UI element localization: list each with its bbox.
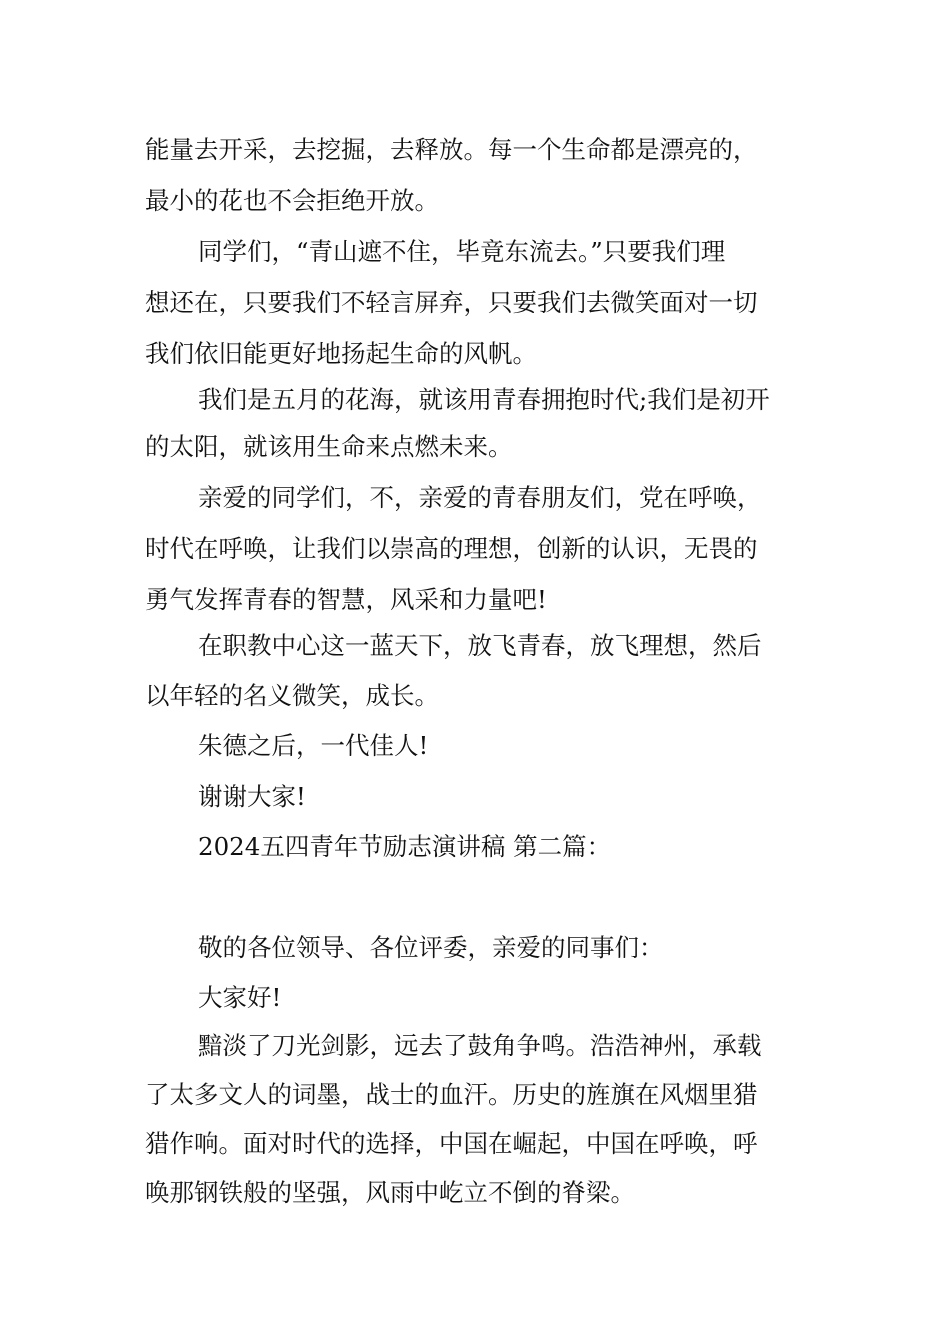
text-line: 想还在，只要我们不轻言屏弃，只要我们去微笑面对一切 bbox=[145, 288, 758, 317]
text-line: 我们依旧能更好地扬起生命的风帆。 bbox=[145, 339, 537, 368]
text-line: 最小的花也不会拒绝开放。 bbox=[145, 186, 439, 215]
text-line: 时代在呼唤，让我们以崇高的理想，创新的认识，无畏的 bbox=[145, 534, 758, 563]
paragraph-start-line: 我们是五月的花海，就该用青春拥抱时代;我们是初开 bbox=[198, 385, 770, 414]
text-line: 的太阳，就该用生命来点燃未来。 bbox=[145, 432, 513, 461]
paragraph-start-line: 在职教中心这一蓝天下，放飞青春，放飞理想，然后 bbox=[198, 631, 762, 660]
closing-line: 朱德之后，一代佳人! bbox=[198, 731, 429, 760]
greeting-line: 大家好! bbox=[198, 983, 282, 1012]
text-line: 能量去开采，去挖掘，去释放。每一个生命都是漂亮的， bbox=[145, 135, 758, 164]
paragraph-start-line: 同学们，“青山遮不住，毕竟东流去。”只要我们理 bbox=[198, 237, 726, 266]
salutation-line: 敬的各位领导、各位评委，亲爱的同事们： bbox=[198, 933, 664, 962]
text-line: 勇气发挥青春的智慧，风采和力量吧! bbox=[145, 585, 547, 614]
paragraph-start-line: 黯淡了刀光剑影，远去了鼓角争鸣。浩浩神州，承载 bbox=[198, 1031, 762, 1060]
thanks-line: 谢谢大家! bbox=[198, 782, 306, 811]
text-line: 以年轻的名义微笑，成长。 bbox=[145, 681, 439, 710]
paragraph-start-line: 亲爱的同学们，不，亲爱的青春朋友们，党在呼唤， bbox=[198, 483, 762, 512]
section-heading: 2024五四青年节励志演讲稿 第二篇： bbox=[198, 832, 612, 861]
text-line: 猎作响。面对时代的选择，中国在崛起，中国在呼唤，呼 bbox=[145, 1129, 758, 1158]
text-line: 了太多文人的词墨，战士的血汗。历史的旌旗在风烟里猎 bbox=[145, 1080, 758, 1109]
text-line: 唤那钢铁般的坚强，风雨中屹立不倒的脊梁。 bbox=[145, 1178, 635, 1207]
